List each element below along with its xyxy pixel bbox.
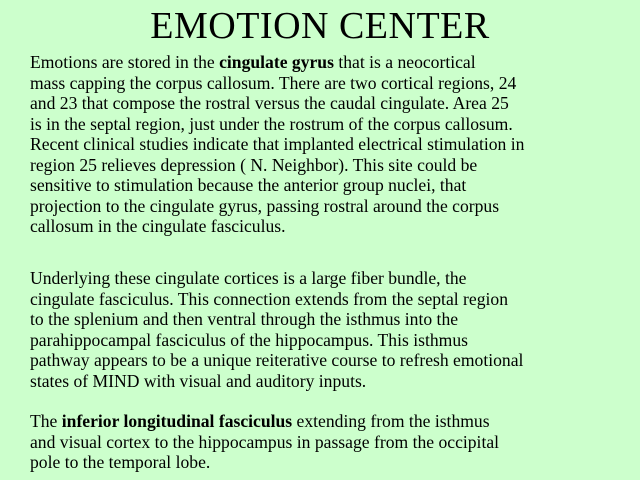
- term-inferior-longitudinal-fasciculus: inferior longitudinal fasciculus: [61, 411, 293, 431]
- slide-title: EMOTION CENTER: [150, 5, 490, 47]
- paragraph-text: Underlying these cingulate cortices is a large fiber bundle, the cingulate fasciculus. This connection extends from the septal region to the splenium and then ventral through the isthmus into the parahippocampal fasciculus of the hippocampus. This isthmus pathway appears to be a unique reiterative course to refresh emotional states of MIND with visual and auditory inputs.: [30, 268, 524, 391]
- paragraph-text: The: [30, 411, 62, 431]
- paragraph-inferior-longitudinal-fasciculus: [30, 411, 634, 473]
- paragraph-text: Emotions are stored in the: [30, 52, 220, 72]
- paragraph-text: that is a neocortical mass capping the corpus callosum. There are two cortical regions, 24 and 23 that compose the rostral versus the caudal cingulate. Area 25 is in the septal region, just under the rostrum of the corpus callosum. Recent clinical studies indicate that implanted electrical stimulation in region 25 relieves depression ( N. Neighbor). This site could be sensitive to stimulation because the anterior group nuclei, that projection to the cingulate gyrus, passing rostral around the corpus callosum in the cingulate fasciculus.: [30, 52, 525, 236]
- paragraph-cingulate-gyrus: [30, 52, 634, 237]
- term-cingulate-gyrus: cingulate gyrus: [219, 52, 334, 72]
- paragraph-text: extending from the isthmus and visual cortex to the hippocampus in passage from the occipital pole to the temporal lobe.: [30, 411, 500, 472]
- paragraph-cingulate-fasciculus: [30, 268, 634, 391]
